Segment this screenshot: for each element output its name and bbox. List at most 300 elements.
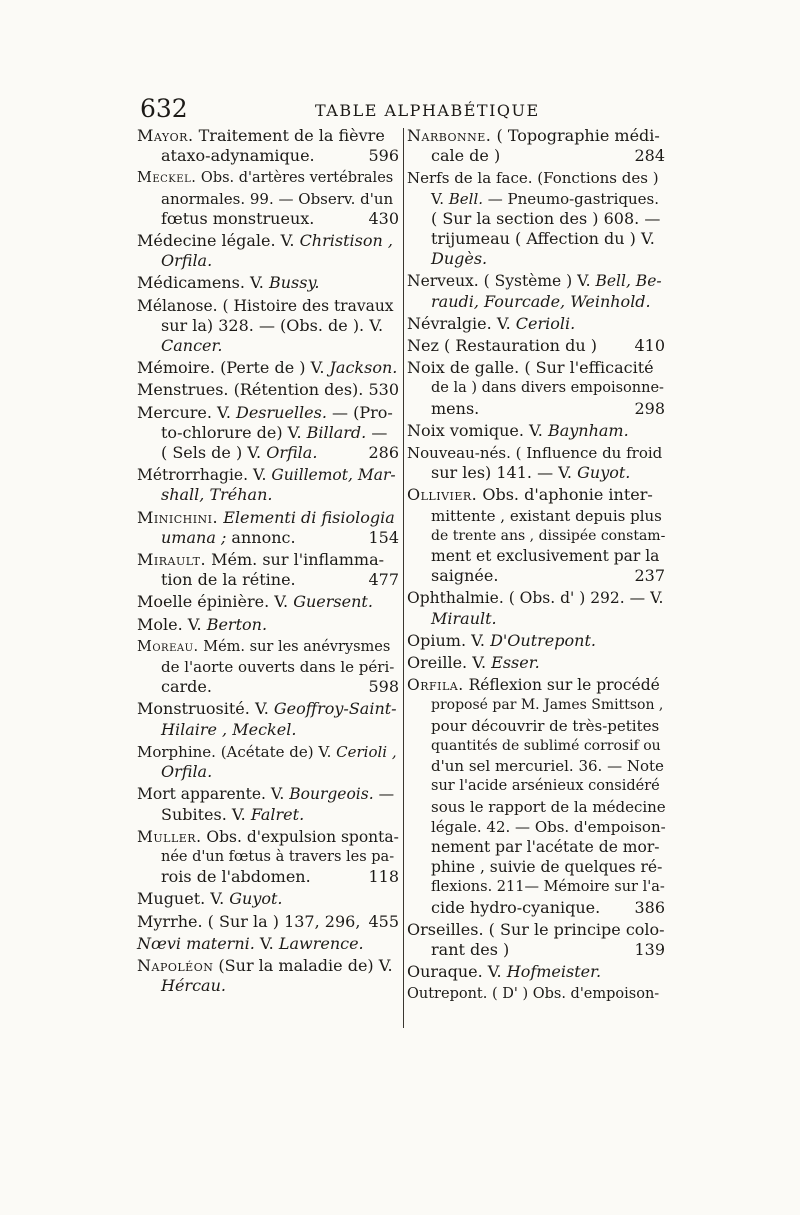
entry-line [137, 911, 399, 932]
entry-text [137, 380, 386, 400]
entry-text [137, 358, 399, 378]
entry-text [431, 146, 652, 166]
index-entry [407, 631, 665, 651]
entry-text [407, 443, 665, 463]
entry-fragment: cide hydro-cyanique. [431, 897, 601, 917]
entry-line [407, 358, 665, 378]
entry-text [407, 271, 665, 291]
entry-text [161, 208, 386, 229]
entry-fragment: Mercure. V. [137, 402, 236, 422]
index-entry [137, 827, 399, 888]
entry-text [431, 897, 652, 918]
entry-line [161, 443, 399, 463]
index-entry [137, 508, 399, 548]
entry-line [431, 209, 665, 229]
entry-text [161, 847, 399, 867]
entry-text [161, 189, 399, 209]
index-entry [407, 336, 665, 356]
entry-line [137, 614, 399, 635]
entry-line [407, 336, 665, 356]
entry-heading: Ollivier. [407, 485, 478, 505]
left-column [137, 126, 399, 998]
entry-reference: Berton. [206, 614, 268, 634]
entry-text [137, 911, 386, 932]
index-entry [407, 314, 665, 334]
entry-line [137, 742, 399, 762]
entry-text [407, 675, 665, 695]
entry-line [161, 976, 399, 996]
entry-text [161, 867, 386, 887]
entry-fragment: Obs. d'aphonie inter- [477, 485, 653, 505]
entry-text [431, 463, 665, 483]
entry-text [407, 420, 665, 441]
entry-line [137, 955, 399, 976]
entry-fragment: (Sur la maladie de) V. [213, 955, 393, 975]
entry-fragment: Morphine. (Acétate de) V. [137, 742, 337, 761]
page-reference: 286 [368, 443, 399, 463]
entry-line [407, 588, 665, 608]
entry-fragment: rois de l'abdomen. [161, 867, 311, 887]
entry-text [137, 742, 399, 762]
entry-fragment: V. [254, 933, 279, 953]
entry-fragment: Subites. V. [161, 804, 251, 824]
entry-line [407, 962, 665, 982]
entry-line [407, 271, 665, 291]
entry-fragment: Orseilles. ( Sur le principe colo- [407, 919, 665, 939]
entry-heading: Moreau. [137, 638, 199, 655]
entry-text [431, 378, 665, 398]
entry-line [137, 699, 399, 719]
entry-text [407, 168, 665, 188]
entry-text [137, 699, 399, 719]
entry-fragment: Médicamens. V. [137, 273, 269, 293]
entry-fragment: saignée. [431, 566, 499, 586]
entry-text [161, 976, 399, 996]
entry-text [161, 443, 386, 463]
entry-reference: umana ; [161, 527, 227, 547]
entry-text [161, 315, 399, 336]
entry-text [431, 817, 666, 837]
entry-heading: Orfila. [407, 676, 464, 695]
entry-fragment: flexions. 211— Mémoire sur l'a- [431, 879, 665, 896]
entry-fragment: Myrrhe. ( Sur la ) 137, 296, [137, 911, 361, 931]
entry-line [407, 630, 665, 651]
entry-fragment: Mémoire. (Perte de ) V. [137, 358, 330, 378]
entry-fragment: Névralgie. V. [407, 313, 516, 333]
index-entry [137, 934, 399, 954]
index-entry [137, 912, 399, 932]
entry-reference: Guillemot, Mar- [271, 466, 396, 485]
entry-fragment: de trente ans , dissipée constam- [431, 527, 666, 544]
entry-fragment: Moelle épinière. V. [137, 592, 294, 612]
page-number: 632 [140, 94, 188, 123]
entry-line [161, 762, 399, 782]
entry-fragment: sur les) 141. — V. [431, 463, 578, 483]
entry-text [431, 189, 665, 209]
entry-fragment: mittente , existant depuis plus [431, 506, 662, 525]
entry-line [407, 919, 665, 940]
entry-text [161, 485, 399, 505]
index-entry [137, 380, 399, 400]
entry-fragment: V. [431, 189, 449, 208]
entry-fragment: phine , suivie de quelques ré- [431, 858, 663, 877]
entry-line [431, 756, 665, 776]
entry-fragment: sous le rapport de la médecine [431, 797, 666, 816]
entry-line [137, 126, 399, 146]
entry-text [161, 719, 399, 740]
index-entry [137, 592, 399, 612]
entry-line [431, 566, 665, 586]
entry-fragment: — (Pro- [326, 402, 393, 422]
entry-fragment: Noix de galle. ( Sur l'efficacité [407, 358, 654, 378]
entry-reference: Hilaire , Meckel. [161, 719, 297, 739]
entry-fragment: Obs. d'artères vertébrales [196, 170, 394, 187]
running-title: TABLE ALPHABÉTIQUE [315, 101, 540, 120]
page-reference: 118 [368, 867, 399, 887]
index-entry [137, 465, 399, 505]
entry-reference: Bourgeois. [289, 785, 374, 804]
index-entry [137, 358, 399, 378]
entry-reference: Cerioli. [515, 313, 576, 333]
entry-line [431, 877, 665, 897]
entry-reference: Jackson. [329, 358, 398, 378]
entry-reference: Guyot. [229, 889, 283, 909]
entry-line [407, 653, 665, 673]
entry-text [161, 251, 399, 271]
entry-line [161, 805, 399, 825]
page-reference: 598 [368, 677, 399, 697]
index-entry [407, 588, 665, 628]
entry-fragment: cale de ) [431, 146, 501, 166]
entry-heading: Napoléon [137, 955, 214, 975]
entry-line [161, 336, 399, 356]
entry-reference: Billard. [306, 422, 367, 442]
index-entry [137, 273, 399, 293]
entry-text [137, 126, 399, 146]
entry-fragment: — [366, 422, 388, 442]
index-entry [137, 168, 399, 229]
column-rule [403, 128, 404, 1028]
index-entry [407, 443, 665, 483]
entry-fragment: Ophthalmie. ( Obs. d' ) 292. — V. [407, 589, 664, 608]
entry-line [431, 229, 665, 249]
entry-text [407, 919, 665, 940]
page-reference: 477 [368, 570, 399, 590]
entry-line [137, 296, 399, 316]
entry-line [407, 984, 665, 1004]
entry-text [407, 984, 665, 1004]
entry-reference: Baynham. [547, 420, 629, 440]
index-entry [407, 653, 665, 673]
entry-text [161, 422, 399, 443]
entry-text [431, 776, 665, 796]
entry-line [407, 313, 665, 334]
entry-reference: Bell. [448, 189, 484, 208]
entry-line [431, 546, 665, 566]
entry-line [137, 273, 399, 293]
entry-text [137, 827, 399, 847]
entry-text [137, 168, 399, 188]
entry-fragment: Oreille. V. [407, 653, 492, 673]
entry-line [137, 380, 399, 400]
entry-line [161, 423, 399, 443]
entry-text [407, 485, 665, 505]
entry-reference: Mirault. [431, 608, 497, 628]
entry-line [431, 695, 665, 715]
entry-line [161, 251, 399, 271]
entry-heading: Muller. [137, 827, 202, 846]
entry-fragment: Ouraque. V. [407, 962, 507, 982]
entry-fragment: Mém. sur l'inflamma- [206, 550, 385, 570]
entry-fragment: nement par l'acétate de mor- [431, 837, 660, 856]
entry-text [431, 736, 665, 756]
entry-reference: Christison , [299, 231, 393, 251]
entry-line [161, 657, 399, 677]
entry-line [431, 292, 665, 312]
entry-fragment: — [373, 785, 395, 804]
entry-line [161, 485, 399, 505]
entry-fragment: tion de la rétine. [161, 570, 296, 590]
entry-fragment: mens. [431, 398, 480, 418]
entry-text [407, 358, 665, 378]
entry-line [137, 231, 399, 251]
entry-fragment: ment et exclusivement par la [431, 547, 660, 566]
entry-text [137, 550, 399, 570]
entry-line [431, 940, 665, 960]
entry-text [137, 933, 399, 954]
entry-text [431, 398, 652, 419]
entry-line [161, 867, 399, 887]
entry-line [137, 465, 399, 485]
entry-text [407, 588, 665, 608]
index-entry [407, 358, 665, 419]
index-entry [407, 984, 665, 1004]
entry-text [431, 546, 665, 566]
entry-fragment: sur l'acide arsénieux considéré [431, 778, 660, 795]
entry-line [137, 933, 399, 954]
index-entry [407, 920, 665, 960]
entry-line [137, 637, 399, 657]
entry-line [431, 736, 665, 756]
index-entry [407, 271, 665, 311]
entry-reference: Lawrence. [278, 933, 364, 953]
index-entry [137, 699, 399, 739]
entry-fragment: Métrorrhagie. V. [137, 466, 272, 485]
entry-fragment: ( Sur la section des ) 608. — [431, 208, 661, 228]
entry-fragment: rant des ) [431, 939, 510, 959]
entry-reference: Orfila. [161, 251, 213, 271]
entry-fragment: fœtus monstrueux. [161, 208, 315, 228]
index-entry [137, 889, 399, 909]
entry-text [137, 231, 399, 251]
entry-fragment: — Pneumo-gastriques. [483, 189, 660, 208]
entry-text [407, 630, 665, 651]
entry-text [431, 608, 665, 629]
entry-fragment: Opium. V. [407, 630, 491, 650]
entry-text [137, 507, 399, 528]
entry-fragment: ( Topographie médi- [491, 126, 660, 145]
entry-line [431, 463, 665, 483]
entry-line [137, 168, 399, 188]
page-reference: 410 [634, 336, 665, 356]
entry-text [431, 756, 665, 776]
entry-line [431, 249, 665, 269]
entry-fragment: de la ) dans divers empoisonne- [431, 380, 664, 397]
entry-fragment: Noix vomique. V. [407, 420, 548, 440]
entry-fragment: Nerveux. ( Système ) V. [407, 272, 596, 291]
index-entry [137, 126, 399, 166]
entry-line [161, 720, 399, 740]
entry-fragment: anormales. 99. — Observ. d'un [161, 189, 394, 208]
entry-fragment: Nez ( Restauration du ) [407, 336, 597, 356]
index-entry [137, 550, 399, 590]
entry-text [137, 637, 399, 657]
entry-heading: Minichini. [137, 507, 219, 527]
entry-reference: Hofmeister. [506, 962, 602, 982]
entry-fragment: Médecine légale. V. [137, 231, 300, 251]
entry-reference: Nœvi materni. [137, 933, 255, 953]
entry-line [431, 506, 665, 526]
page-reference: 455 [368, 911, 399, 931]
entry-line [431, 776, 665, 796]
entry-line [407, 420, 665, 441]
entry-text [431, 939, 652, 960]
entry-line [431, 526, 665, 546]
entry-text [431, 857, 665, 877]
entry-line [137, 784, 399, 804]
entry-text [161, 804, 399, 825]
entry-reference: Bussy. [268, 273, 320, 293]
entry-fragment: Mort apparente. V. [137, 785, 290, 804]
index-entry [137, 296, 399, 357]
entry-line [161, 316, 399, 336]
entry-line [161, 189, 399, 209]
index-entry [137, 231, 399, 271]
entry-fragment: de l'aorte ouverts dans le péri- [161, 658, 395, 677]
entry-fragment: Nerfs de la face. (Fonctions des ) [407, 169, 659, 188]
entry-line [431, 857, 665, 877]
entry-text [161, 657, 399, 677]
page-reference: 284 [634, 146, 665, 166]
entry-heading: Mirault. [137, 550, 207, 570]
entry-reference: Elementi di fisiologia [223, 507, 395, 527]
entry-line [161, 677, 399, 697]
entry-text [137, 955, 399, 976]
entry-line [137, 550, 399, 570]
entry-text [137, 273, 399, 293]
entry-fragment: Monstruosité. V. [137, 699, 274, 719]
entry-text [407, 313, 665, 334]
entry-text [137, 614, 399, 635]
index-entry [407, 675, 665, 917]
entry-line [407, 485, 665, 505]
entry-reference: Orfila. [266, 443, 318, 463]
entry-text [137, 465, 399, 485]
entry-line [161, 528, 399, 548]
page-reference: 139 [634, 939, 665, 959]
entry-line [431, 817, 665, 837]
entry-text [407, 126, 665, 146]
entry-text [161, 570, 386, 590]
entry-line [431, 378, 665, 398]
entry-reference: Hércau. [161, 976, 226, 996]
entry-fragment: d'un sel mercuriel. 36. — Note [431, 757, 664, 776]
entry-line [161, 847, 399, 867]
index-entry [407, 962, 665, 982]
entry-line [137, 889, 399, 909]
entry-text [137, 402, 399, 423]
entry-fragment: annonc. [226, 527, 296, 547]
entry-text [407, 653, 665, 673]
entry-fragment: Outrepont. ( D' ) Obs. d'empoison- [407, 986, 660, 1003]
entry-text [431, 716, 665, 736]
page-reference: 237 [634, 566, 665, 586]
entry-fragment: Réflexion sur le procédé [463, 676, 660, 695]
entry-text [161, 527, 386, 548]
entry-text [431, 566, 652, 586]
entry-text [431, 526, 666, 546]
page-reference: 298 [634, 398, 665, 418]
entry-fragment: sur la) 328. — (Obs. de ). V. [161, 315, 384, 335]
entry-reference: raudi, Fourcade, Weinhold. [431, 291, 651, 311]
index-entry [137, 784, 399, 824]
page-reference: 386 [634, 897, 665, 917]
entry-text [161, 146, 386, 166]
entry-line [137, 358, 399, 378]
entry-text [431, 208, 665, 229]
entry-fragment: Menstrues. (Rétention des). [137, 380, 364, 400]
entry-fragment: to-chlorure de) V. [161, 422, 307, 442]
entry-text [407, 962, 665, 982]
entry-line [407, 168, 665, 188]
entry-fragment: quantités de sublimé corrosif ou [431, 737, 661, 754]
entry-heading: Narbonne. [407, 126, 492, 145]
entry-reference: Bell, Be- [595, 272, 662, 291]
index-entry [407, 485, 665, 586]
entry-fragment: Muguet. V. [137, 889, 230, 909]
entry-fragment: ( Sels de ) V. [161, 443, 267, 463]
entry-line [137, 592, 399, 612]
entry-line [431, 898, 665, 918]
entry-fragment: Mém. sur les anévrysmes [198, 638, 391, 655]
entry-reference: Orfila. [161, 762, 213, 782]
entry-fragment: trijumeau ( Affection du ) V. [431, 229, 655, 249]
entry-text [431, 797, 666, 817]
entry-line [431, 716, 665, 736]
entry-line [407, 675, 665, 695]
entry-fragment: Traitement de la fièvre [193, 126, 385, 145]
index-entry [137, 403, 399, 464]
index-entry [137, 637, 399, 698]
entry-fragment: Mélanose. ( Histoire des travaux [137, 296, 394, 315]
entry-line [161, 570, 399, 590]
entry-text [431, 249, 665, 269]
entry-line [431, 146, 665, 166]
entry-text [137, 889, 399, 909]
entry-text [137, 784, 399, 804]
entry-text [431, 229, 665, 249]
entry-fragment: Obs. d'expulsion sponta- [201, 827, 399, 846]
entry-line [431, 837, 665, 857]
entry-text [431, 877, 665, 897]
entry-text [431, 291, 665, 312]
entry-reference: Desruelles. [235, 402, 327, 422]
entry-fragment: pour découvrir de très-petites [431, 716, 660, 735]
right-column [407, 126, 665, 1007]
entry-line [137, 827, 399, 847]
page-reference: 430 [368, 208, 399, 228]
index-entry [137, 742, 399, 782]
